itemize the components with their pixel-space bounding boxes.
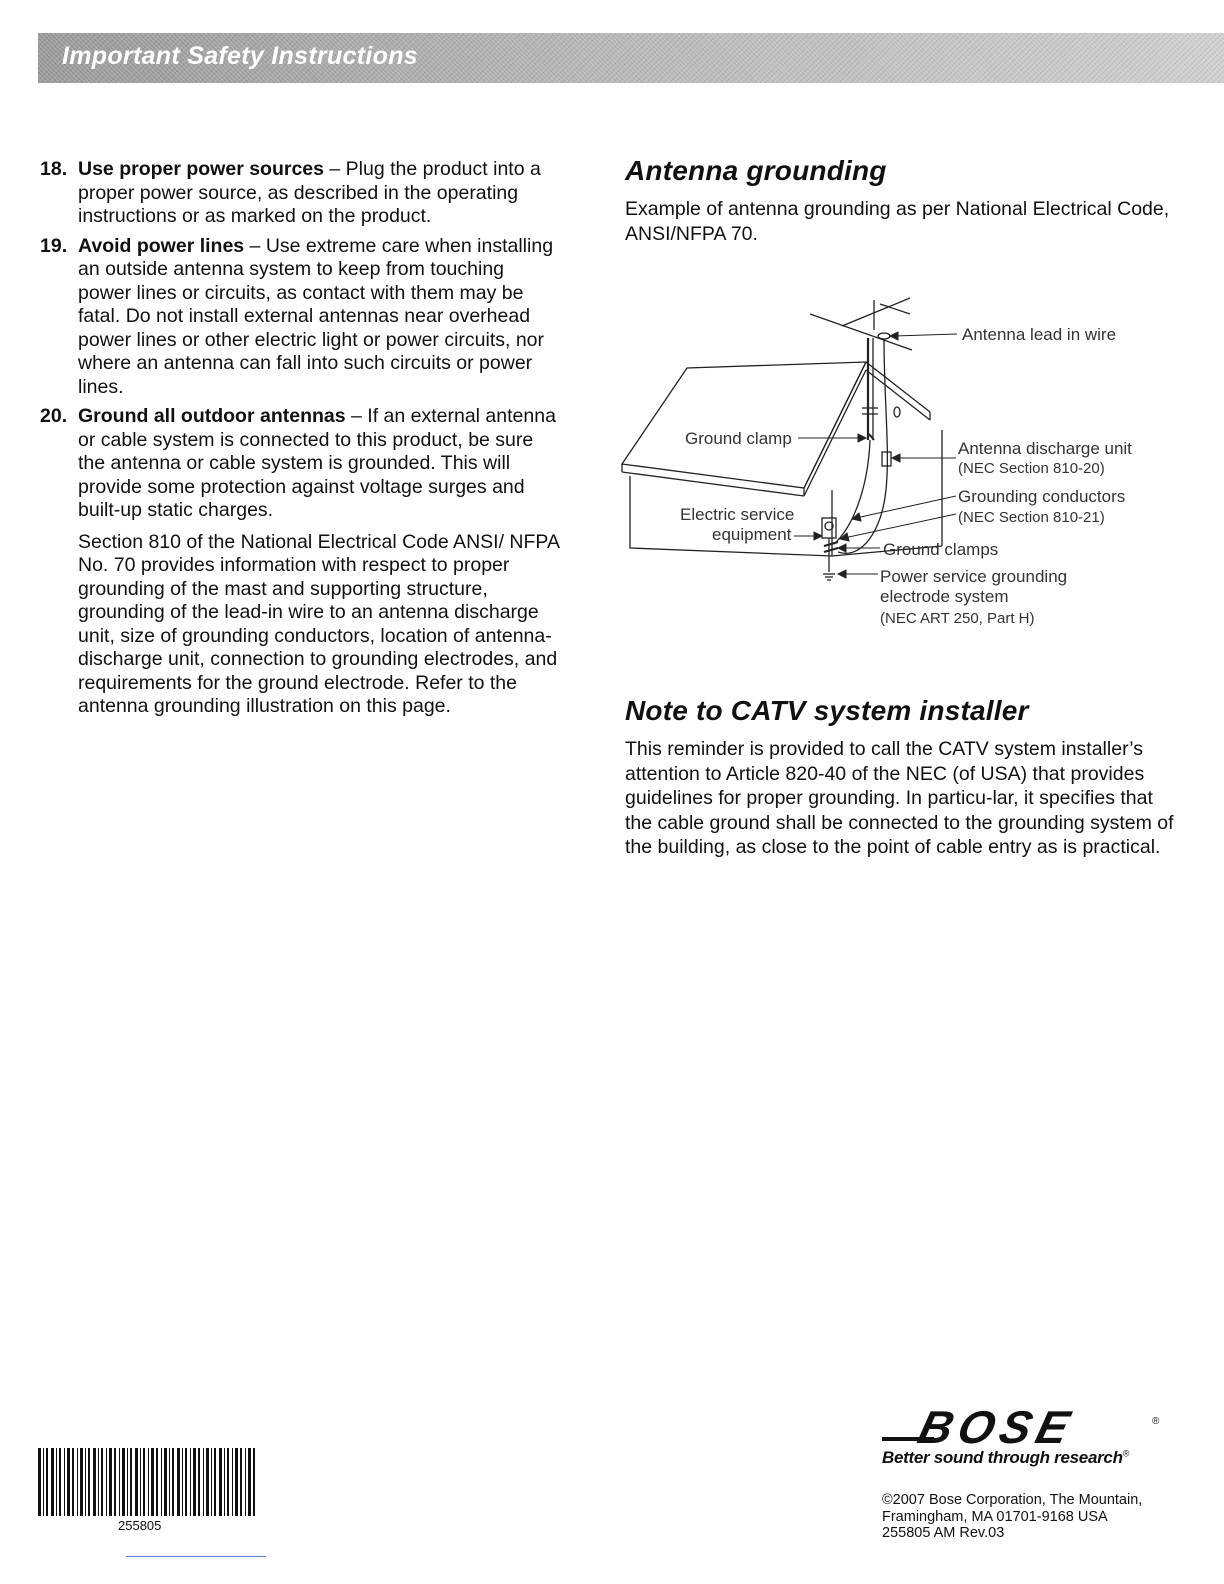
label-electric-service: Electric service — [680, 505, 795, 524]
ground-clamp-mark — [824, 542, 838, 546]
label-electrode-system: electrode system — [880, 587, 1009, 606]
electric-service-box — [822, 518, 836, 538]
leader-line — [856, 496, 956, 518]
instruction-item — [40, 405, 560, 523]
label-ground-clamps: Ground clamps — [883, 540, 999, 559]
label-antenna-lead-in: Antenna lead in wire — [962, 325, 1117, 344]
arrowhead — [858, 434, 866, 442]
tagline — [882, 1448, 1129, 1468]
address-line: ©2007 Bose Corporation, The Mountain, — [882, 1492, 1143, 1508]
address-line: Framingham, MA 01701-9168 USA — [882, 1508, 1108, 1525]
arrowhead — [890, 332, 898, 340]
tagline-registered-mark: ® — [1122, 1448, 1130, 1459]
roof-front — [622, 362, 866, 488]
label-discharge-ref: (NEC Section 810-20) — [958, 460, 1105, 477]
arrowhead — [838, 544, 846, 552]
bose-logo: BOSE — [913, 1401, 1081, 1453]
label-ground-clamp: Ground clamp — [685, 429, 792, 448]
section-810-paragraph: Section 810 of the National Electrical Code ANSI/ NFPA No. 70 provides information with respect to proper grounding of the mast and supporting structure, grounding of the lead-in wire to an antenna discharge unit, size of grounding conductors, location of antenna-discharge unit, connection to grounding electrodes, and requirements for the ground electrode. Refer to the antenna grounding illustration on this page. — [78, 530, 559, 717]
label-power-service: Power service grounding — [880, 567, 1068, 586]
instruction-number: 20. — [40, 405, 68, 427]
address-line: 255805 AM Rev.03 — [882, 1525, 1005, 1541]
lead-in-insulator — [878, 333, 890, 339]
instruction-number: 19. — [40, 234, 68, 257]
antenna-grounding-intro: Example of antenna grounding as per National Electrical Code, ANSI/NFPA 70. — [625, 198, 1170, 245]
instruction-item — [40, 158, 560, 229]
instruction-number: 18. — [40, 158, 68, 180]
company-address — [882, 1492, 1142, 1542]
instruction-title: Avoid power lines — [78, 234, 245, 257]
leader-line — [844, 514, 956, 538]
label-electric-equipment: equipment — [712, 525, 792, 544]
instruction-text: – Plug the product into a proper power source, as described in the operating instructions or as marked on the product. — [78, 158, 541, 227]
barcode-image — [38, 1448, 258, 1516]
page-title: Important Safety Instructions — [62, 42, 418, 70]
label-grounding-conductors: Grounding conductors — [958, 487, 1126, 506]
label-power-service-ref: (NEC ART 250, Part H) — [880, 610, 1035, 627]
header-band — [38, 33, 1224, 83]
roof-back-slope — [866, 362, 930, 412]
label-conductors-ref: (NEC Section 810-21) — [958, 509, 1105, 526]
barcode-number: 255805 — [118, 1518, 162, 1533]
registered-mark: ® — [1152, 1416, 1160, 1427]
label-discharge-unit: Antenna discharge unit — [958, 439, 1132, 458]
wire-standoff — [894, 407, 900, 417]
instruction-text: – Use extreme care when installing an outside antenna system to keep from touching power lines or circuits, as contact with them may be fatal. Do not install external antennas near overhead power lines or other electric light or power circuits, nor where an antenna can fall into such circuits or power lines. — [78, 234, 554, 398]
instruction-text: – If an external antenna or cable system is connected to this product, be sure the antenna or cable system is grounded. This will provide some protection against voltage surges and built-up static charges. — [78, 405, 556, 521]
antenna-grounding-heading: Antenna grounding — [625, 155, 887, 186]
catv-note-body: This reminder is provided to call the CATV system installer’s attention to Article 820-40 of the NEC (of USA) that provides guidelines for proper grounding. In particu-lar, it specifies that the cable ground shall be connected to the grounding system of the building, as close to the point of cable entry as is practical. — [625, 738, 1174, 858]
catv-note-heading: Note to CATV system installer — [625, 695, 1029, 726]
tagline-text: Better sound through research — [882, 1448, 1123, 1467]
roof-back-slope-lower — [866, 370, 930, 420]
antenna-grounding-diagram — [612, 290, 1172, 640]
instruction-title: Ground all outdoor antennas — [78, 405, 346, 427]
instruction-title: Use proper power sources — [78, 158, 324, 180]
leader-line — [894, 334, 957, 336]
arrowhead — [814, 532, 822, 540]
ground-clamp-mark — [824, 548, 838, 552]
antenna-element — [810, 314, 912, 350]
safety-instructions — [40, 158, 560, 719]
bottom-link-line — [126, 1556, 266, 1557]
instruction-item — [40, 235, 560, 400]
arrowhead — [892, 454, 900, 462]
antenna-grounding-section — [625, 155, 1185, 246]
catv-note-section — [625, 695, 1185, 860]
grounding-conductor — [834, 440, 870, 544]
arrowhead — [838, 570, 846, 578]
antenna-element — [842, 298, 910, 326]
